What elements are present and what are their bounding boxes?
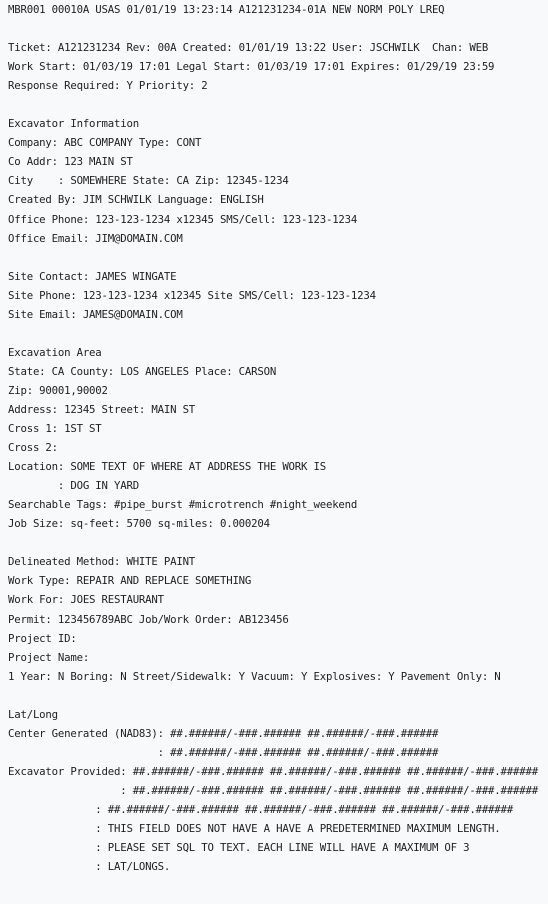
job-size-line: Job Size: sq-feet: 5700 sq-miles: 0.000204	[8, 517, 270, 531]
ticket-info-line: Ticket: A121231234 Rev: 00A Created: 01/01/19 13:22 User: JSCHWILK Chan: WEB	[8, 41, 489, 55]
site-contact-line: Site Contact: JAMES WINGATE	[8, 269, 177, 283]
note-line: : LAT/LONGS.	[8, 860, 171, 874]
site-phone-line: Site Phone: 123-123-1234 x12345 Site SMS/Cell: 123-123-1234	[8, 288, 376, 302]
city-state-zip-line: City : SOMEWHERE State: CA Zip: 12345-1234	[8, 174, 289, 188]
company-address-line: Co Addr: 123 MAIN ST	[8, 155, 133, 169]
blank-line	[8, 533, 548, 552]
excavator-provided-line: Excavator Provided: ##.######/-###.###### ##.######/-###.###### ##.######/-###.######	[8, 764, 538, 778]
state-county-place-line: State: CA County: LOS ANGELES Place: CARSON	[8, 364, 277, 378]
center-generated-continuation-line: : ##.######/-###.###### ##.######/-###.######	[8, 745, 439, 759]
work-flags-line: 1 Year: N Boring: N Street/Sidewalk: Y Vacuum: Y Explosives: Y Pavement Only: N	[8, 669, 501, 683]
cross-1-line: Cross 1: 1ST ST	[8, 422, 102, 436]
location-continuation-line: : DOG IN YARD	[8, 479, 139, 493]
section-heading-excavation-area: Excavation Area	[8, 345, 102, 359]
searchable-tags-line: Searchable Tags: #pipe_burst #microtrench #night_weekend	[8, 498, 358, 512]
project-name-line: Project Name:	[8, 650, 90, 664]
permit-line: Permit: 123456789ABC Job/Work Order: AB123456	[8, 612, 289, 626]
zip-line: Zip: 90001,90002	[8, 383, 108, 397]
blank-line	[8, 686, 548, 705]
project-id-line: Project ID:	[8, 631, 77, 645]
note-line: : THIS FIELD DOES NOT HAVE A HAVE A PREDETERMINED MAXIMUM LENGTH.	[8, 822, 501, 836]
excavator-provided-continuation-line: : ##.######/-###.###### ##.######/-###.###### ##.######/-###.######	[8, 802, 513, 816]
delineated-method-line: Delineated Method: WHITE PAINT	[8, 555, 196, 569]
ticket-header-line: MBR001 00010A USAS 01/01/19 13:23:14 A121231234-01A NEW NORM POLY LREQ	[8, 3, 445, 16]
blank-line	[8, 95, 548, 114]
section-heading-lat-long: Lat/Long	[8, 707, 58, 721]
created-by-line: Created By: JIM SCHWILK Language: ENGLISH	[8, 193, 264, 207]
office-email-line: Office Email: JIM@DOMAIN.COM	[8, 231, 183, 245]
work-dates-line: Work Start: 01/03/19 17:01 Legal Start: 01/03/19 17:01 Expires: 01/29/19 23:59	[8, 60, 495, 74]
response-priority-line: Response Required: Y Priority: 2	[8, 79, 208, 93]
address-line: Address: 12345 Street: MAIN ST	[8, 402, 196, 416]
excavator-provided-continuation-line: : ##.######/-###.###### ##.######/-###.###### ##.######/-###.######	[8, 783, 538, 797]
note-line: : PLEASE SET SQL TO TEXT. EACH LINE WILL HAVE A MAXIMUM OF 3	[8, 841, 470, 855]
work-for-line: Work For: JOES RESTAURANT	[8, 593, 164, 607]
company-line: Company: ABC COMPANY Type: CONT	[8, 136, 202, 150]
blank-line	[8, 248, 548, 267]
center-generated-line: Center Generated (NAD83): ##.######/-###.###### ##.######/-###.######	[8, 726, 439, 740]
location-line: Location: SOME TEXT OF WHERE AT ADDRESS THE WORK IS	[8, 460, 326, 474]
work-type-line: Work Type: REPAIR AND REPLACE SOMETHING	[8, 574, 252, 588]
cross-2-line: Cross 2:	[8, 441, 58, 455]
blank-line	[8, 324, 548, 343]
blank-line	[8, 19, 548, 38]
section-heading-excavator: Excavator Information	[8, 117, 139, 131]
office-phone-line: Office Phone: 123-123-1234 x12345 SMS/Cell: 123-123-1234	[8, 212, 358, 226]
site-email-line: Site Email: JAMES@DOMAIN.COM	[8, 307, 183, 321]
